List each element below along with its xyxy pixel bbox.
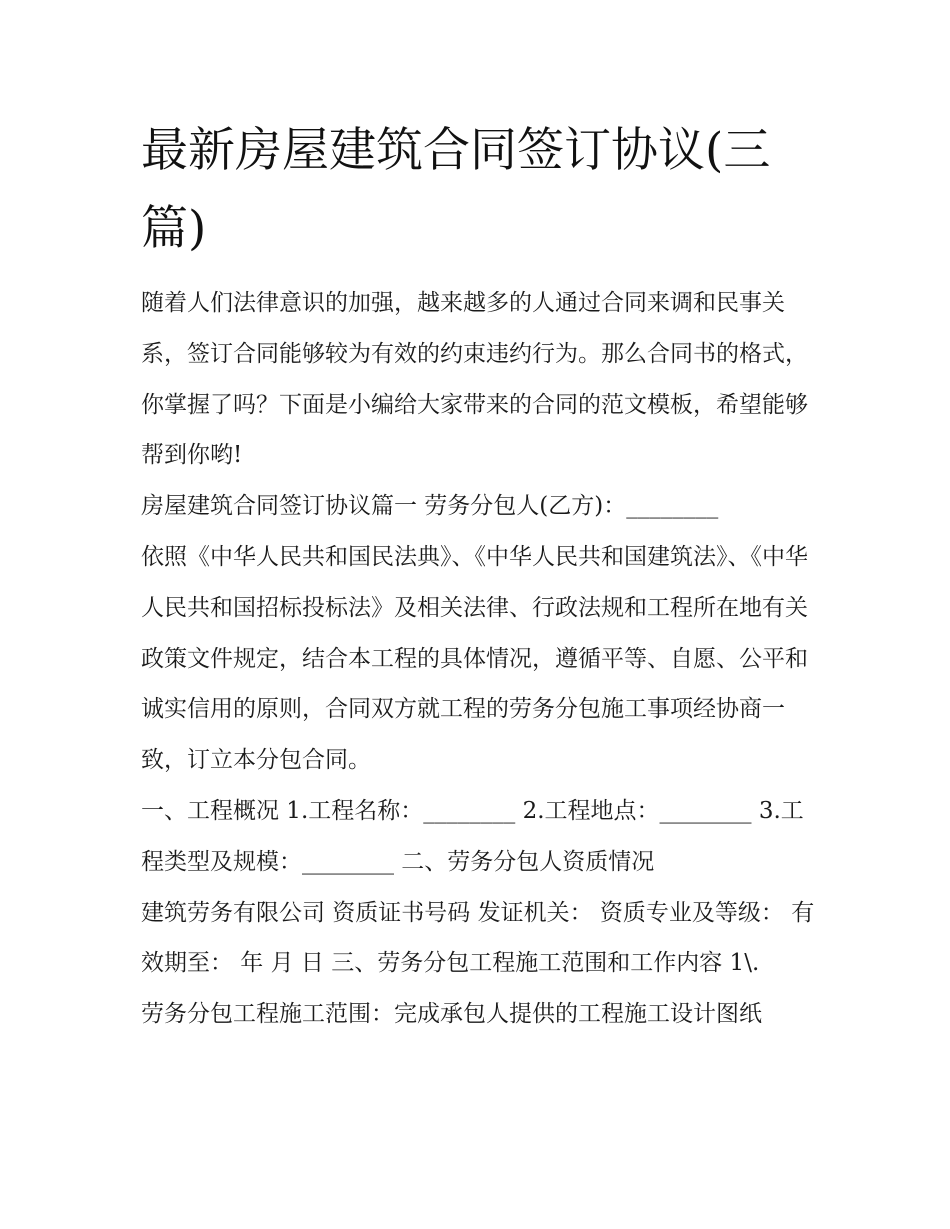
document-title: 最新房屋建筑合同签订协议(三篇): [141, 123, 771, 256]
section-heading-paragraph: 房屋建筑合同签订协议篇一 劳务分包人(乙方)：________: [141, 493, 719, 520]
document-body: [141, 278, 821, 1040]
legal-basis-paragraph: 依照《中华人民共和国民法典》、《中华人民共和国建筑法》、《中华人民共和国招标投标法》及相关法律、行政法规和工程所在地有关政策文件规定，结合本工程的具体情况，遵循平等、自愿、公平和诚实信用的原则，合同双方就工程的劳务分包施工事项经协商一致，订立本分包合同。: [141, 543, 808, 774]
scope-paragraph: 劳务分包工程施工范围：完成承包人提供的工程施工设计图纸: [141, 1001, 762, 1028]
intro-paragraph: 随着人们法律意识的加强，越来越多的人通过合同来调和民事关系，签订合同能够较为有效的约束违约行为。那么合同书的格式，你掌握了吗？下面是小编给大家带来的合同的范文模板，希望能够帮到你哟!: [141, 290, 808, 469]
qualification-paragraph: 建筑劳务有限公司 资质证书号码 发证机关： 资质专业及等级： 有效期至： 年 月 日 三、劳务分包工程施工范围和工作内容 1\.: [141, 899, 815, 977]
project-overview-paragraph: 一、工程概况 1.工程名称：________ 2.工程地点：________ 3.工程类型及规模：________ 二、劳务分包人资质情况: [141, 797, 804, 875]
